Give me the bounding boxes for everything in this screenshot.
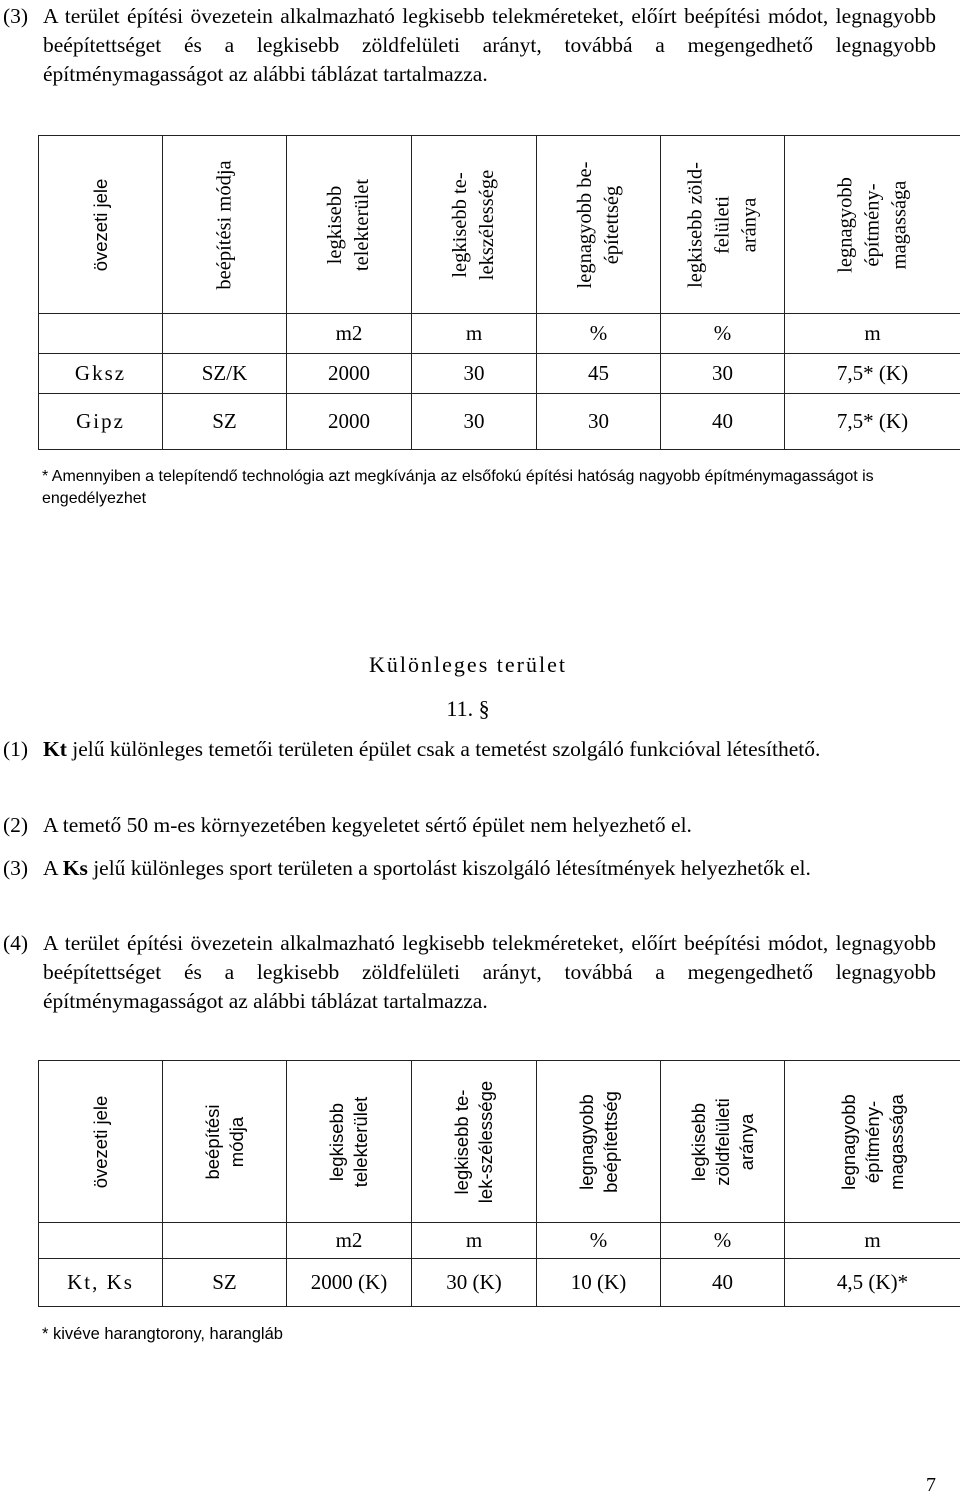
column-header-line: módja: [225, 1116, 247, 1167]
column-header: [661, 136, 785, 314]
unit-cell: m: [412, 1223, 537, 1259]
unit-cell: %: [661, 1223, 785, 1259]
paragraph-number: (3): [3, 4, 29, 28]
paragraph-number: (4): [3, 931, 29, 955]
column-header-label: [575, 1091, 623, 1193]
table-cell: 30: [412, 354, 537, 394]
table-row: [39, 394, 960, 450]
column-header: [537, 1061, 661, 1223]
column-header: [785, 136, 960, 314]
column-header-line: beépítési módja: [213, 159, 235, 290]
paragraph-2: [0, 811, 936, 840]
unit-cell: m2: [287, 314, 412, 354]
zone-code: Ks: [62, 856, 88, 880]
table-cell: 30: [537, 394, 661, 450]
table-cell: 30: [412, 394, 537, 450]
paragraph-1: [0, 735, 936, 764]
column-header-label: [325, 1096, 373, 1187]
column-header-line: legnagyobb: [575, 1093, 597, 1190]
unit-cell: %: [537, 314, 661, 354]
table-cell: 7,5* (K): [785, 354, 960, 394]
unit-cell: [163, 1223, 287, 1259]
paragraph-3b: [0, 854, 936, 883]
column-header-line: építmény-: [861, 182, 883, 267]
column-header-line: lekszélessége: [476, 169, 498, 280]
column-header-line: legkisebb: [687, 1102, 709, 1181]
table-cell: SZ: [163, 1259, 287, 1307]
table-unit-row: [39, 314, 960, 354]
column-header-label: [201, 1104, 249, 1179]
column-header-line: legkisebb te-: [449, 171, 471, 278]
table-row: [39, 354, 960, 394]
column-header: [39, 1061, 163, 1223]
column-header-label: [450, 1080, 498, 1202]
table-header-row: [39, 136, 960, 314]
column-header-line: aránya: [738, 197, 760, 252]
page-number: 7: [926, 1474, 936, 1496]
column-header-line: legnagyobb: [834, 176, 856, 273]
table-cell: SZ: [163, 394, 287, 450]
paragraph-number: (1): [3, 737, 29, 761]
paragraph-prefix: A: [43, 856, 63, 880]
unit-cell: [163, 314, 287, 354]
column-header-label: [322, 178, 376, 270]
table-cell: 30 (K): [412, 1259, 537, 1307]
column-header-line: legnagyobb be-: [573, 161, 596, 288]
table-cell: SZ/K: [163, 354, 287, 394]
column-header-line: legnagyobb: [837, 1093, 859, 1190]
paragraph-text: A terület építési övezetein alkalmazható legkisebb telekméreteket, előírt beépítési módot, legnagyobb beépítettséget és a legkisebb zöldfelületi arányt, továbbá a megengedhető legnagyobb építménymagasságot az alábbi táblázat tartalmazza.: [43, 931, 936, 1013]
column-header: [163, 136, 287, 314]
column-header-line: magassága: [885, 1093, 907, 1190]
section-heading: Különleges terület: [369, 652, 567, 677]
column-header-line: beépítettség: [599, 1090, 621, 1193]
unit-cell: %: [661, 314, 785, 354]
unit-cell: m: [412, 314, 537, 354]
zone-code-cell: Gipz: [39, 394, 163, 450]
column-header-line: legkisebb zöld-: [684, 161, 706, 288]
paragraph-3: [0, 2, 936, 89]
table-header-row: [39, 1061, 960, 1223]
column-header: [412, 1061, 537, 1223]
zone-code-cell: Gksz: [39, 354, 163, 394]
column-header: [163, 1061, 287, 1223]
column-header-line: legkisebb te-: [451, 1089, 472, 1194]
column-header-line: legkisebb: [326, 1102, 347, 1181]
column-header-label: [89, 1095, 113, 1188]
column-header-label: [447, 169, 501, 279]
paragraph-body: jelű különleges sport területen a sportolást kiszolgáló létesítmények helyezhetők el.: [87, 856, 811, 880]
section-number: 11. §: [446, 696, 490, 721]
column-header-line: övezeti jele: [89, 1095, 111, 1188]
column-header: [39, 136, 163, 314]
column-header-line: felületi: [711, 195, 733, 254]
unit-cell: [39, 1223, 163, 1259]
column-header-label: [572, 161, 626, 288]
column-header-line: építmény-: [861, 1100, 883, 1183]
unit-cell: m: [785, 314, 960, 354]
paragraph-number: (2): [3, 813, 29, 837]
column-header-line: lek-szélessége: [475, 1080, 496, 1203]
table-cell: 40: [661, 394, 785, 450]
zoning-table-1: [38, 135, 960, 450]
column-header-line: legkisebb: [324, 185, 346, 264]
table-footnote: * Amennyiben a telepítendő technológia azt megkívánja az elsőfokú építési hatóság nagyobb építménymagasságot is engedélyezhet: [42, 468, 874, 507]
column-header-label: [837, 1094, 909, 1190]
column-header-line: aránya: [735, 1113, 757, 1170]
column-header-line: zöldfelületi: [711, 1097, 733, 1186]
table-cell: 7,5* (K): [785, 394, 960, 450]
unit-cell: %: [537, 1223, 661, 1259]
table-unit-row: [39, 1223, 960, 1259]
column-header: [287, 136, 412, 314]
column-header-label: [687, 1098, 759, 1185]
paragraph-number: (3): [3, 856, 29, 880]
table-cell: 4,5 (K)*: [785, 1259, 960, 1307]
column-header: [287, 1061, 412, 1223]
table-cell: 2000 (K): [287, 1259, 412, 1307]
column-header: [661, 1061, 785, 1223]
column-header-label: [682, 162, 763, 288]
column-header-label: [211, 160, 238, 289]
table-footnote: * kivéve harangtorony, harangláb: [42, 1325, 283, 1343]
unit-cell: m2: [287, 1223, 412, 1259]
column-header-line: telekterület: [351, 178, 373, 271]
zone-code-cell: Kt, Ks: [39, 1259, 163, 1307]
column-header: [537, 136, 661, 314]
table-cell: 2000: [287, 354, 412, 394]
table-cell: 30: [661, 354, 785, 394]
unit-cell: [39, 314, 163, 354]
paragraph-text: [43, 854, 936, 883]
table-row: [39, 1259, 960, 1307]
table-cell: 45: [537, 354, 661, 394]
paragraph-text: A terület építési övezetein alkalmazható legkisebb telekméreteket, előírt beépítési módot, legnagyobb beépítettséget és a legkisebb zöldfelületi arányt, továbbá a megengedhető legnagyobb építménymagasságot az alábbi táblázat tartalmazza.: [43, 4, 936, 86]
column-header-label: [832, 177, 913, 273]
table-cell: 2000: [287, 394, 412, 450]
column-header-label: [89, 178, 113, 271]
column-header-line: telekterület: [350, 1096, 371, 1187]
paragraph-body: jelű különleges temetői területen épület csak a temetést szolgáló funkcióval létesíthető.: [66, 737, 821, 761]
paragraph-text: A temető 50 m-es környezetében kegyeletet sértő épület nem helyezhető el.: [43, 813, 692, 837]
column-header-line: övezeti jele: [89, 178, 111, 271]
column-header: [412, 136, 537, 314]
column-header-line: magassága: [888, 180, 910, 269]
zoning-table-2: [38, 1060, 960, 1307]
column-header-line: építettség: [600, 185, 623, 264]
table-cell: 40: [661, 1259, 785, 1307]
column-header-line: beépítési: [201, 1103, 223, 1180]
paragraph-4: [0, 929, 936, 1016]
zone-code: Kt: [43, 737, 67, 761]
table-cell: 10 (K): [537, 1259, 661, 1307]
paragraph-text: [43, 735, 936, 764]
unit-cell: m: [785, 1223, 960, 1259]
column-header: [785, 1061, 960, 1223]
